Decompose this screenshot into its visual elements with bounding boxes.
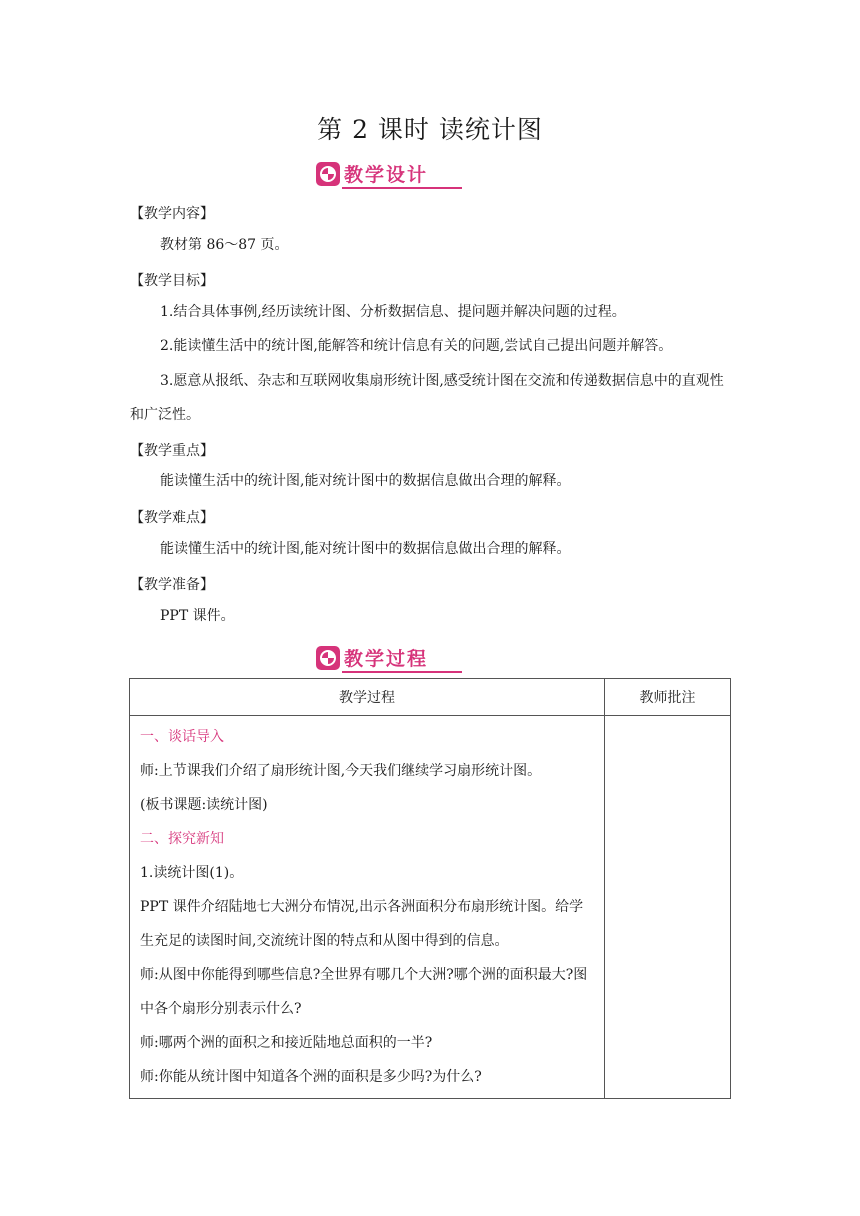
goals-heading: 【教学目标】 xyxy=(130,273,214,289)
teaching-design-banner xyxy=(316,160,452,190)
process-content-cell xyxy=(130,716,605,1099)
header-process: 教学过程 xyxy=(130,679,605,716)
banner-underline xyxy=(342,187,462,189)
goal-item-2: 2.能读懂生活中的统计图,能解答和统计信息有关的问题,尝试自己提出问题并解答。 xyxy=(160,338,673,354)
content-heading: 【教学内容】 xyxy=(130,206,214,222)
section-title-intro: 一、谈话导入 xyxy=(140,729,224,745)
difficult-heading: 【教学难点】 xyxy=(130,510,214,526)
prep-heading: 【教学准备】 xyxy=(130,577,214,593)
section-title-explore: 二、探究新知 xyxy=(140,831,224,847)
banner-label: 教学过程 xyxy=(344,648,429,670)
swirl-logo-icon xyxy=(316,162,340,186)
text-line: (板书课题:读统计图) xyxy=(140,797,268,813)
text-line: 师:上节课我们介绍了扇形统计图,今天我们继续学习扇形统计图。 xyxy=(140,763,542,779)
teacher-notes-cell xyxy=(605,716,731,1099)
banner-underline xyxy=(342,671,462,673)
key-heading: 【教学重点】 xyxy=(130,443,214,459)
difficult-text: 能读懂生活中的统计图,能对统计图中的数据信息做出合理的解释。 xyxy=(160,541,571,557)
page-title: 第 2 课时 读统计图 xyxy=(317,115,543,144)
swirl-logo-icon xyxy=(316,646,340,670)
prep-text: PPT 课件。 xyxy=(160,608,235,624)
content-text: 教材第 86～87 页。 xyxy=(160,237,289,253)
process-table xyxy=(129,678,731,1099)
goal-item-1: 1.结合具体事例,经历读统计图、分析数据信息、提问题并解决问题的过程。 xyxy=(160,304,626,320)
teaching-process-banner xyxy=(316,644,452,674)
text-line: 师:从图中你能得到哪些信息?全世界有哪几个大洲?哪个洲的面积最大?图中各个扇形分别表示什么? xyxy=(140,967,588,1017)
header-teacher-notes: 教师批注 xyxy=(605,679,731,716)
table-header-row xyxy=(130,679,731,716)
goal-item-3: 3.愿意从报纸、杂志和互联网收集扇形统计图,感受统计图在交流和传递数据信息中的直观性和广泛性。 xyxy=(130,373,724,423)
text-line: 1.读统计图(1)。 xyxy=(140,865,244,881)
text-line: 师:你能从统计图中知道各个洲的面积是多少吗?为什么? xyxy=(140,1069,482,1085)
text-line: 师:哪两个洲的面积之和接近陆地总面积的一半? xyxy=(140,1035,433,1051)
banner-label: 教学设计 xyxy=(344,164,429,186)
text-line: PPT 课件介绍陆地七大洲分布情况,出示各洲面积分布扇形统计图。给学生充足的读图时间,交流统计图的特点和从图中得到的信息。 xyxy=(140,899,584,949)
key-text: 能读懂生活中的统计图,能对统计图中的数据信息做出合理的解释。 xyxy=(160,473,571,489)
table-row xyxy=(130,716,731,1099)
